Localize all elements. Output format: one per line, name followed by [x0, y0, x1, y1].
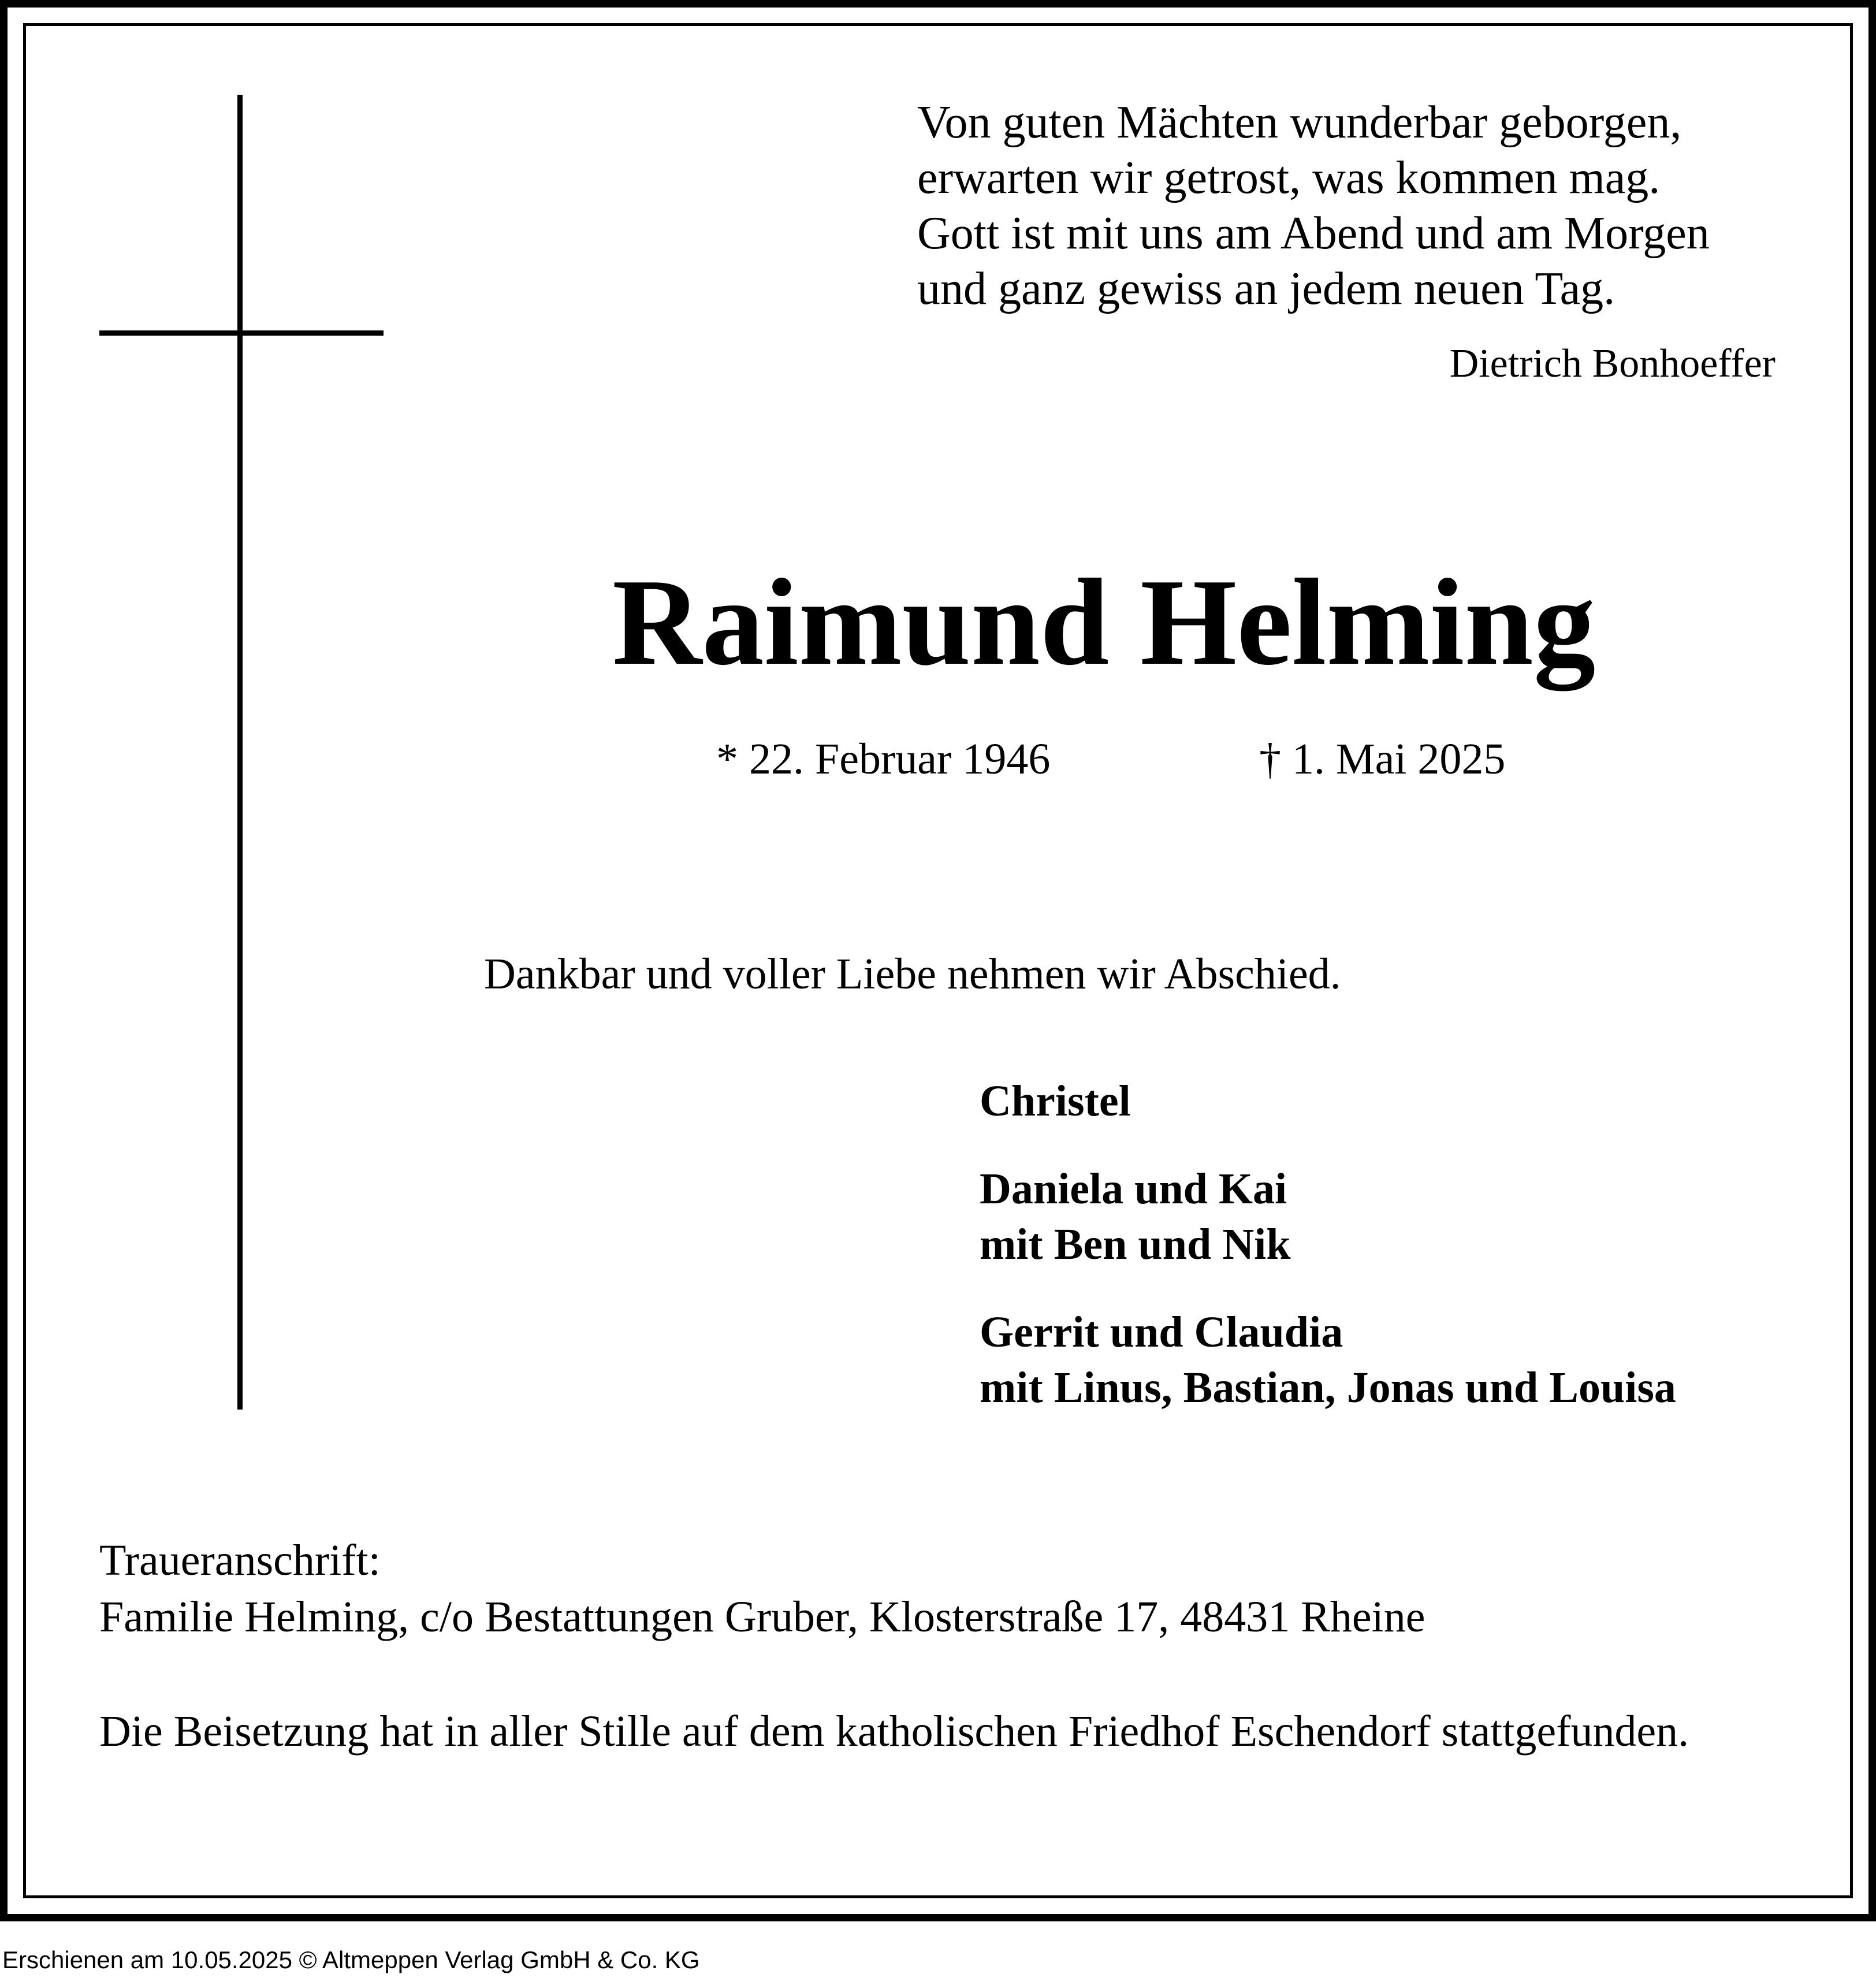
mourner-group [980, 1304, 1676, 1415]
mourner-line: mit Linus, Bastian, Jonas und Louisa [980, 1363, 1676, 1412]
poem-line: Von guten Mächten wunderbar geborgen, [917, 97, 1682, 148]
mourner-line: Gerrit und Claudia [980, 1308, 1343, 1356]
cross-vertical-bar [237, 95, 243, 1410]
poem-author: Dietrich Bonhoeffer [1449, 341, 1776, 386]
mourner-group [980, 1073, 1676, 1129]
poem [917, 95, 1710, 317]
publication-footer: Erschienen am 10.05.2025 © Altmeppen Verlag GmbH & Co. KG [2, 1946, 700, 1973]
mourner-line: Christel [980, 1077, 1131, 1125]
burial-notice: Die Beisetzung hat in aller Stille auf dem katholischen Friedhof Eschendorf stattgefunden. [99, 1707, 1689, 1756]
death-date: † 1. Mai 2025 [1259, 735, 1506, 783]
mourner-line: mit Ben und Nik [980, 1220, 1291, 1269]
mourner-line: Daniela und Kai [980, 1165, 1287, 1213]
cross-horizontal-bar [99, 330, 384, 336]
mourner-group [980, 1161, 1676, 1272]
farewell-text: Dankbar und voller Liebe nehmen wir Abschied. [484, 950, 1341, 998]
poem-line: Gott ist mit uns am Abend und am Morgen [917, 208, 1710, 259]
deceased-name: Raimund Helming [612, 553, 1596, 691]
poem-line: und ganz gewiss an jedem neuen Tag. [917, 263, 1616, 314]
mourners-list [980, 1073, 1676, 1448]
address-text: Familie Helming, c/o Bestattungen Gruber, Klosterstraße 17, 48431 Rheine [99, 1593, 1425, 1641]
poem-line: erwarten wir getrost, was kommen mag. [917, 153, 1661, 203]
mourning-address [99, 1532, 1425, 1645]
birth-date: * 22. Februar 1946 [716, 735, 1051, 783]
address-label: Traueranschrift: [99, 1536, 381, 1585]
